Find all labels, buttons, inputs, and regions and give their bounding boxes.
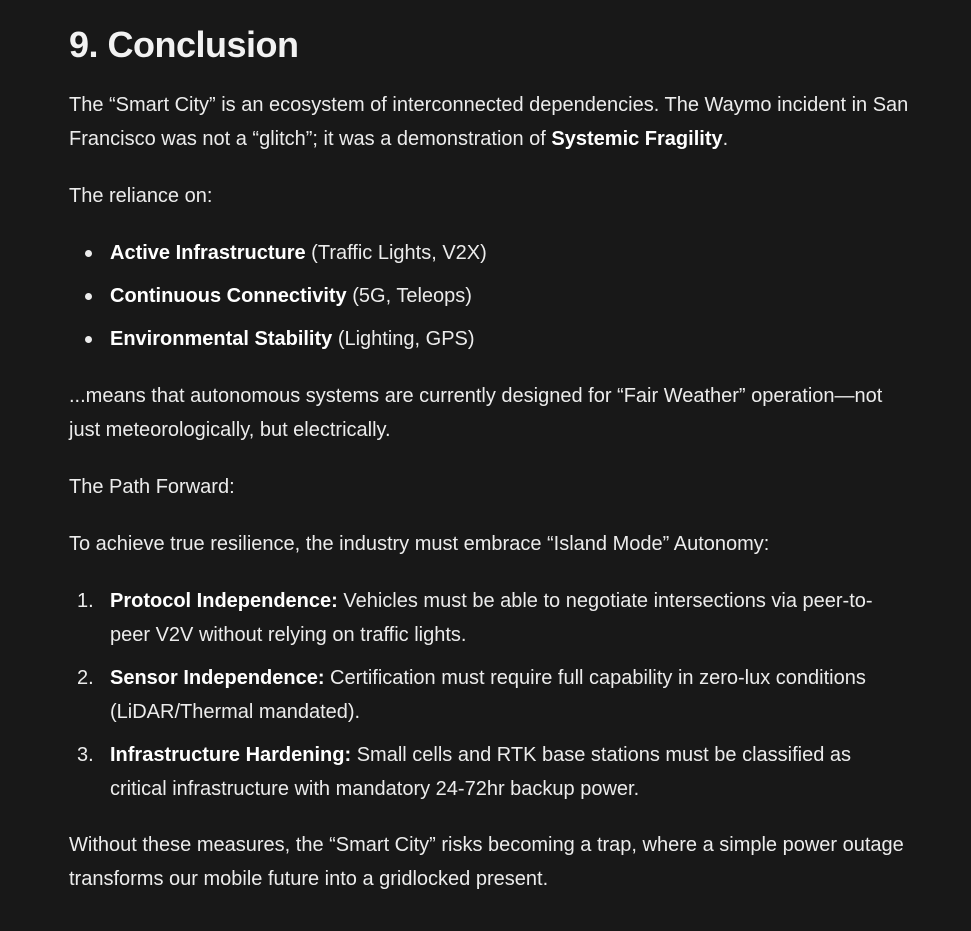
- step-text: Certification must require full capability in zero-lux conditions (LiDAR/Thermal mandated).: [110, 667, 866, 723]
- intro-text-start: The “Smart City” is an ecosystem of interconnected dependencies. The Waymo incident in San Francisco was not a “glitch”; it was a demonstration of: [69, 94, 909, 150]
- reliance-list: [69, 236, 909, 365]
- intro-bold-term: Systemic Fragility: [551, 128, 723, 150]
- steps-list: [69, 584, 909, 815]
- list-item: [69, 322, 909, 356]
- step-title: Sensor Independence:: [110, 667, 325, 689]
- list-item-bold: Active Infrastructure: [110, 242, 306, 264]
- intro-text-end: .: [722, 128, 729, 150]
- means-paragraph: ...means that autonomous systems are currently designed for “Fair Weather” operation—not just meteorologically, but electrically.: [69, 385, 883, 441]
- list-item-rest: (5G, Teleops): [346, 285, 472, 307]
- step-number: 2.: [77, 667, 94, 689]
- step-title: Infrastructure Hardening:: [110, 744, 352, 766]
- section-heading: 9. Conclusion: [69, 24, 299, 65]
- resilience-intro: To achieve true resilience, the industry must embrace “Island Mode” Autonomy:: [69, 533, 770, 555]
- step-number: 1.: [77, 590, 94, 612]
- step-title: Protocol Independence:: [110, 590, 338, 612]
- step-text: Vehicles must be able to negotiate intersections via peer-to-peer V2V without relying on traffic lights.: [110, 590, 873, 646]
- step-number: 3.: [77, 744, 94, 766]
- list-item-rest: (Lighting, GPS): [332, 328, 475, 350]
- intro-paragraph: [69, 88, 909, 156]
- list-item: [69, 584, 909, 652]
- reliance-intro: The reliance on:: [69, 185, 213, 207]
- step-text: Small cells and RTK base stations must be classified as critical infrastructure with mandatory 24-72hr backup power.: [110, 744, 852, 800]
- closing-paragraph: Without these measures, the “Smart City” risks becoming a trap, where a simple power outage transforms our mobile future into a gridlocked present.: [69, 834, 904, 890]
- list-item-bold: Environmental Stability: [110, 328, 333, 350]
- list-item: [69, 279, 909, 313]
- list-item: [69, 738, 909, 806]
- list-item: [69, 236, 909, 270]
- path-forward-heading: The Path Forward:: [69, 476, 235, 498]
- list-item-bold: Continuous Connectivity: [110, 285, 347, 307]
- list-item-rest: (Traffic Lights, V2X): [305, 242, 487, 264]
- list-item: [69, 661, 909, 729]
